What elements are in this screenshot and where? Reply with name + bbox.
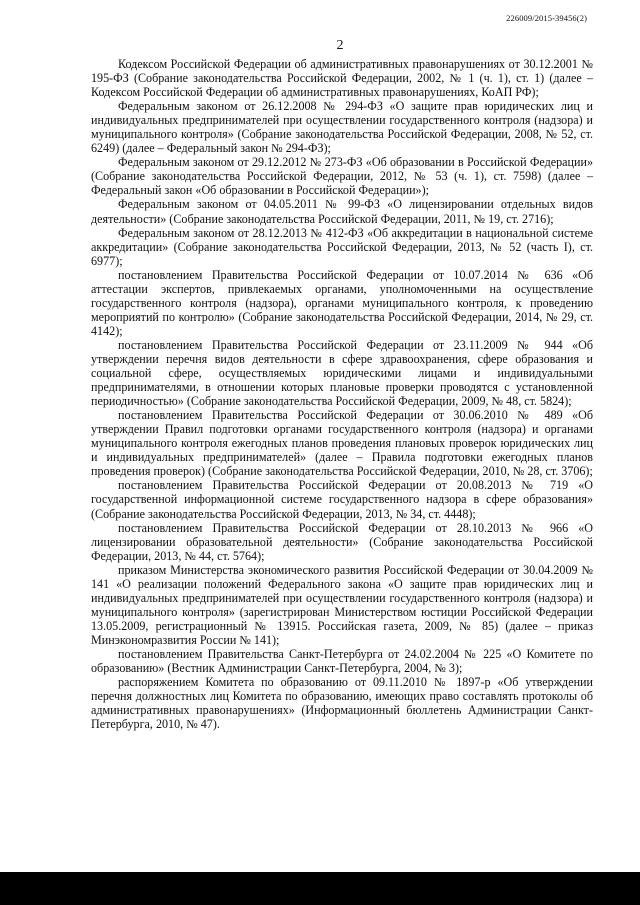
paragraph: приказом Министерства экономического развития Российской Федерации от 30.04.2009 № 141 «О реализации положений Федерального закона «О защите прав юридических лиц и индивидуальных предпринимателей при осуществлении государственного контроля (надзора) и муниципального контроля» (зарегистрирован Министерством юстиции Российской Федерации 13.05.2009, регистрационный № 13915. Российская газета, 2009, № 85) (далее – приказ Минэкономразвития России № 141); [91,562,593,647]
document-id: 226009/2015-39456(2) [506,13,587,23]
paragraph: постановлением Правительства Российской Федерации от 28.10.2013 № 966 «О лицензировании образовательной деятельности» (Собрание законодательства Российской Федерации, 2013, № 44, ст. 5764); [91,520,593,563]
paragraph: постановлением Правительства Санкт-Петербурга от 24.02.2004 № 225 «О Комитете по образованию» (Вестник Администрации Санкт-Петербурга, 2004, № 3); [91,646,593,676]
paragraph: Федеральным законом от 29.12.2012 № 273-ФЗ «Об образовании в Российской Федерации» (Собрание законодательства Российской Федерации, 2012, № 53 (ч. 1), ст. 7598) (далее – Федеральный закон «Об образовании в Российской Федерации»); [91,155,593,198]
paragraph: постановлением Правительства Российской Федерации от 10.07.2014 № 636 «Об аттестации экспертов, привлекаемых органами, уполномоченными на осуществление государственного контроля (надзора), органами муниципального контроля, к проведению мероприятий по контролю» (Собрание законодательства Российской Федерации, 2014, № 29, ст. 4142); [91,267,593,338]
paragraph: распоряжением Комитета по образованию от 09.11.2010 № 1897-р «Об утверждении перечня должностных лиц Комитета по образованию, имеющих право составлять протоколы об административных правонарушениях» (Информационный бюллетень Администрации Санкт-Петербурга, 2010, № 47). [91,675,593,732]
scan-border [0,872,640,905]
paragraph: постановлением Правительства Российской Федерации от 23.11.2009 № 944 «Об утверждении перечня видов деятельности в сфере здравоохранения, сфере образования и социальной сфере, осуществляемых юридическими лицами и индивидуальными предпринимателями, в отношении которых плановые проверки проводятся с установленной периодичностью» (Собрание законодательства Российской Федерации, 2009, № 48, ст. 5824); [91,337,593,409]
page-number: 2 [336,38,344,53]
paragraph: Федеральным законом от 26.12.2008 № 294-ФЗ «О защите прав юридических лиц и индивидуальных предпринимателей при осуществлении государственного контроля (надзора) и муниципального контроля» (Собрание законодательства Российской Федерации, 2008, № 52, ст. 6249) (далее – Федеральный закон № 294-ФЗ); [91,99,593,156]
paragraph: Федеральным законом от 28.12.2013 № 412-ФЗ «Об аккредитации в национальной системе аккредитации» (Собрание законодательства Российской Федерации, 2013, № 52 (часть I), ст. 6977); [91,225,593,268]
document-body [91,57,593,731]
paragraph: Федеральным законом от 04.05.2011 № 99-ФЗ «О лицензировании отдельных видов деятельности» (Собрание законодательства Российской Федерации, 2011, № 19, ст. 2716); [91,197,593,226]
paragraph: постановлением Правительства Российской Федерации от 30.06.2010 № 489 «Об утверждении Правил подготовки органами государственного контроля (надзора) и органами муниципального контроля ежегодных планов проведения плановых проверок юридических лиц и индивидуальных предпринимателей» (далее – Правила подготовки ежегодных планов проведения проверок) (Собрание законодательства Российской Федерации, 2010, № 28, ст. 3706); [91,408,593,479]
paragraph: Кодексом Российской Федерации об административных правонарушениях от 30.12.2001 № 195-ФЗ (Собрание законодательства Российской Федерации, 2002, № 1 (ч. 1), ст. 1) (далее – Кодексом Российской Федерации об административных правонарушениях, КоАП РФ); [91,57,593,100]
paragraph: постановлением Правительства Российской Федерации от 20.08.2013 № 719 «О государственной информационной системе государственного надзора в сфере образования» (Собрание законодательства Российской Федерации, 2013, № 34, ст. 4448); [91,478,593,521]
